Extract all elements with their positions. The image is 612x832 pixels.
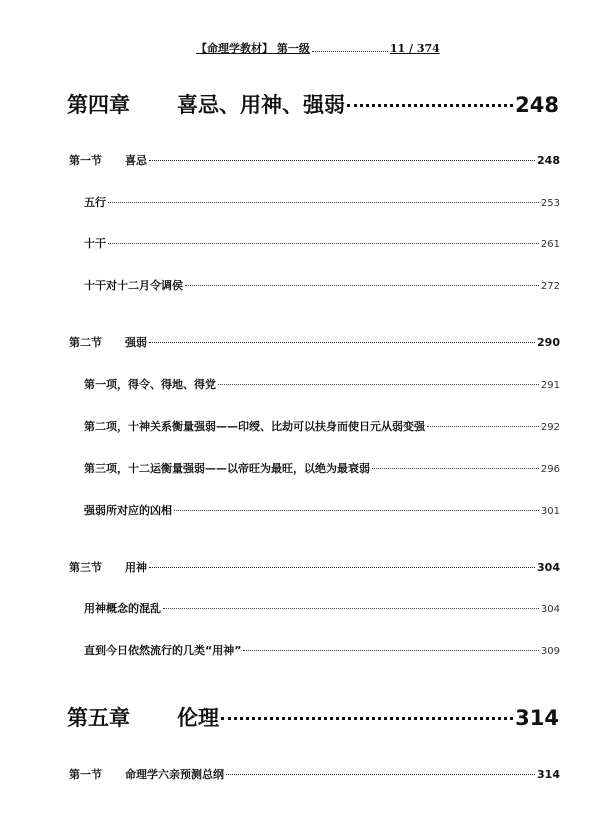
item-title: 第二项，十神关系衡量强弱——印绶、比劫可以扶身而使日元从弱变强 [84, 420, 425, 433]
section-title: 喜忌 [125, 154, 147, 167]
dot-leader [149, 567, 535, 568]
section-number: 第一节 [69, 768, 102, 781]
chapter-number: 第四章 [67, 93, 130, 117]
page-ref: 314 [515, 706, 559, 730]
header-leader [312, 51, 388, 52]
dot-leader [163, 608, 539, 609]
item-title: 第三项，十二运衡量强弱——以帝旺为最旺，以绝为最衰弱 [84, 462, 370, 475]
section-title: 用神 [125, 561, 147, 574]
item-title: 五行 [84, 196, 106, 209]
item-title: 十干对十二月令调侯 [84, 279, 183, 292]
item-title: 用神概念的混乱 [84, 602, 161, 615]
dot-leader [347, 104, 513, 107]
page-ref: 296 [540, 464, 560, 475]
item-title: 直到今日依然流行的几类“用神” [84, 644, 242, 657]
dot-leader [221, 717, 513, 720]
dot-leader [108, 243, 539, 244]
page-ref: 304 [537, 561, 560, 574]
toc-item-xiongxiang[interactable] [84, 502, 560, 518]
page-number-current: 11 [389, 42, 406, 55]
dot-leader [174, 510, 539, 511]
item-title: 十干 [84, 237, 106, 250]
toc-section-3[interactable] [69, 559, 560, 575]
chapter-title: 喜忌、用神、强弱 [177, 93, 345, 117]
page-ref: 290 [537, 336, 560, 349]
dot-leader [372, 468, 539, 469]
page-ref: 292 [540, 422, 560, 433]
page-header [196, 40, 440, 56]
page-ref: 291 [540, 380, 560, 391]
item-title: 强弱所对应的凶相 [84, 504, 172, 517]
dot-leader [427, 426, 539, 427]
dot-leader [218, 384, 539, 385]
page-ref: 304 [540, 604, 560, 615]
section-number: 第二节 [69, 336, 102, 349]
dot-leader [226, 774, 535, 775]
toc-chapter5-section-1[interactable] [69, 766, 560, 782]
page-ref: 272 [540, 281, 560, 292]
item-title: 第一项，得令、得地、得党 [84, 378, 216, 391]
page-number-separator: / [409, 42, 414, 55]
chapter-number: 第五章 [67, 706, 130, 730]
toc-item-deling[interactable] [84, 376, 560, 392]
toc-chapter-5[interactable] [67, 702, 559, 732]
page-ref: 248 [515, 93, 559, 117]
page-ref: 301 [540, 506, 560, 517]
toc-item-tiaohou[interactable] [84, 277, 560, 293]
page-ref: 253 [540, 198, 560, 209]
section-title: 强弱 [125, 336, 147, 349]
section-number: 第一节 [69, 154, 102, 167]
page-ref: 261 [540, 239, 560, 250]
toc-item-shieryun[interactable] [84, 460, 560, 476]
page-ref: 309 [540, 646, 560, 657]
toc-item-yongshen-hunluan[interactable] [84, 600, 560, 616]
section-title: 命理学六亲预测总纲 [125, 768, 224, 781]
toc-chapter-4[interactable] [67, 89, 559, 119]
toc-item-yongshen-jilei[interactable] [84, 642, 560, 658]
chapter-title: 伦理 [177, 706, 219, 730]
dot-leader [149, 342, 535, 343]
page-ref: 314 [537, 768, 560, 781]
toc-section-1[interactable] [69, 152, 560, 168]
document-title: 【命理学教材】 第一级 [196, 42, 310, 55]
dot-leader [108, 202, 539, 203]
section-number: 第三节 [69, 561, 102, 574]
dot-leader [185, 285, 539, 286]
toc-item-shishen[interactable] [84, 418, 560, 434]
dot-leader [243, 650, 538, 651]
page-number-total: 374 [416, 42, 440, 55]
page-ref: 248 [537, 154, 560, 167]
toc-item-shigan[interactable] [84, 235, 560, 251]
dot-leader [149, 160, 535, 161]
toc-section-2[interactable] [69, 334, 560, 350]
toc-item-wuxing[interactable] [84, 194, 560, 210]
